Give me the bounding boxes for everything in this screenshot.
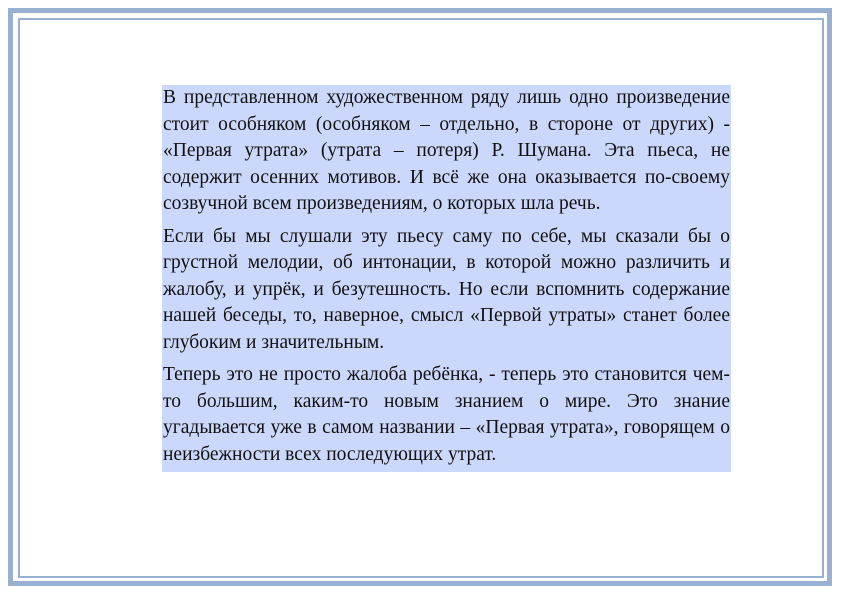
paragraph-3: Теперь это не просто жалоба ребёнка, - теперь это становится чем-то большим, каким-то новым знанием о мире. Это знание угадывается уже в самом названии – «Первая утрата», говорящем о неизбежности всех последующих утрат. bbox=[163, 364, 730, 465]
paragraph-1: В представленном художественном ряду лишь одно произведение стоит особняком (особняком – отдельно, в стороне от других) - «Первая утрата» (утрата – потеря) Р. Шумана. Эта пьеса, не содержит осенних мотивов. И всё же она оказывается по-своему созвучной всем произведениям, о которых шла речь. bbox=[163, 87, 730, 214]
text-block bbox=[162, 85, 731, 472]
paragraph-2: Если бы мы слушали эту пьесу саму по себе, мы сказали бы о грустной мелодии, об интонации, в которой можно различить и жалобу, и упрёк, и безутешность. Но если вспомнить содержание нашей беседы, то, наверное, смысл «Первой утраты» станет более глубоким и значительным. bbox=[163, 225, 730, 353]
